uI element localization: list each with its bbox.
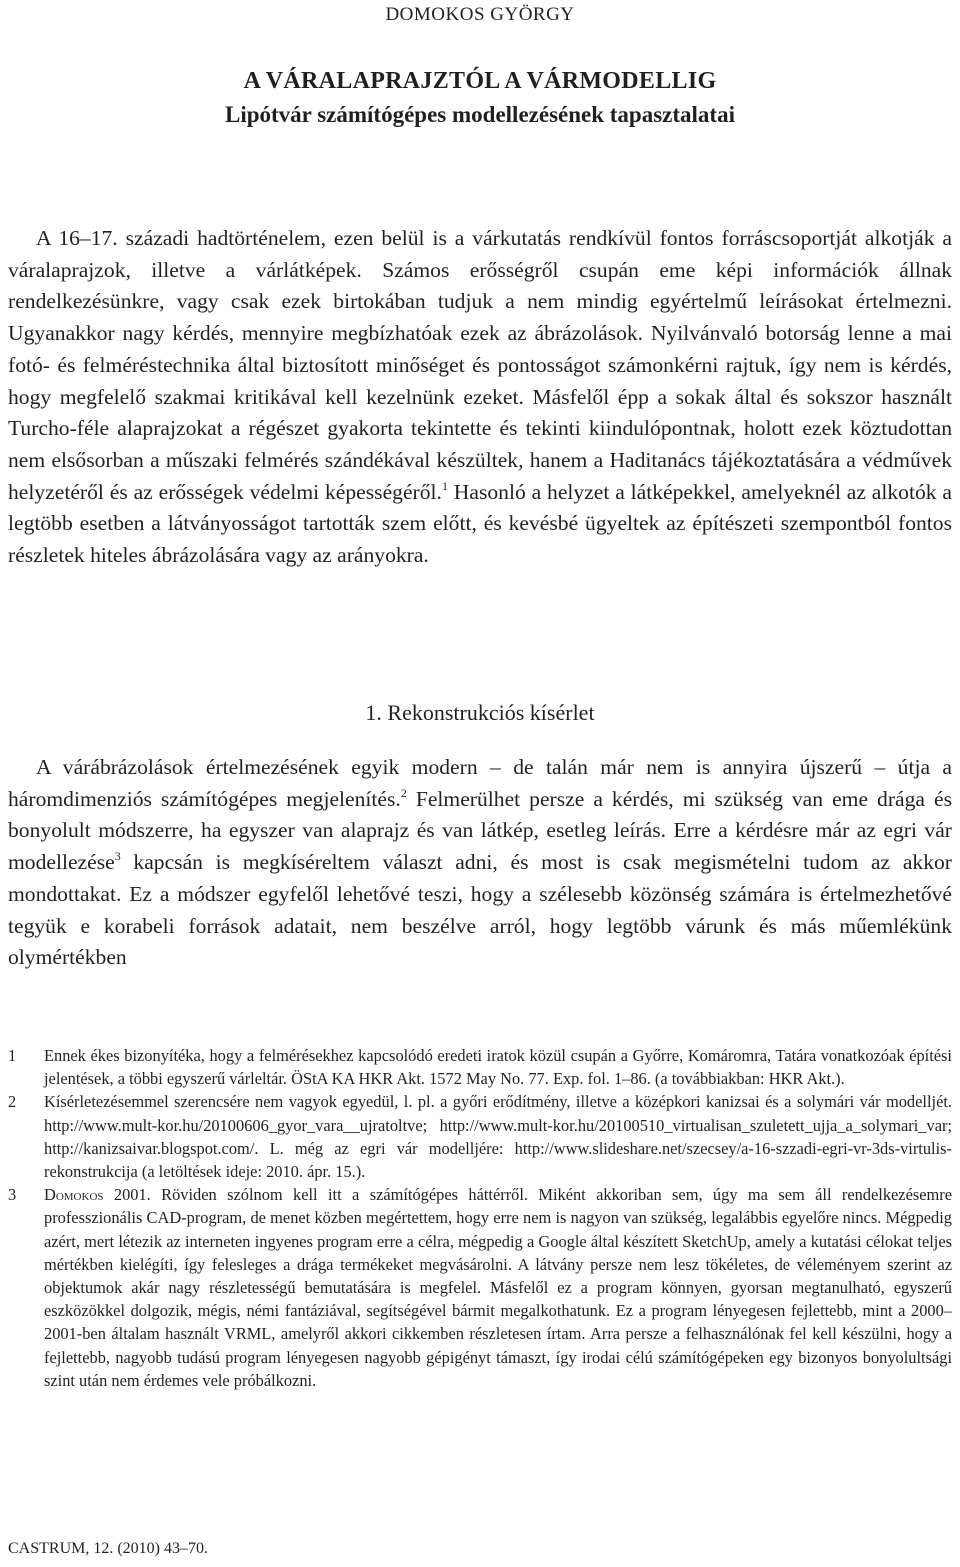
footnote-text: 2001. Röviden szólnom kell itt a számítógépes háttérről. Miként akkoriban sem, úgy ma sem áll rendelkezésemre professzionális CAD-program, de menet közben megértettem, hogy erre nem is nagyon van szükség, legalábbis egyelőre nincs. Mégpedig azért, mert létezik az interneten ingyenes program erre a célra, mégpedig a Google által készített SketchUp, amely a kutatási célokat teljes mértékben kielégíti, így felesleges a drága termékeket megvásárolni. A látvány persze nem lesz tökéletes, de véleményem szerint az objektumok akár nagy részletességű bemutatására is megfelel. Másfelől ez a program könnyen, gyorsan megtanulható, egyszerű eszközökkel dolgozik, mégis, némi fantáziával, segítségével bármit megalkothatunk. Ez a program lényegesen fejlettebb, mint a 2000–2001-ben általam használt VRML, amelyről akkori cikkemben részletesen írtam. Arra persze a felhasználónak fel kell készülni, hogy a fejlettebb, nagyobb tudású program lényegesen nagyobb gépigényt támaszt, így irodai célú számítógépeken egy bizonyos bonyolultsági szint után nem érdemes vele próbálkozni.: [44, 1185, 952, 1390]
section-text-part2: Felmerülhet persze a kérdés, mi szükség van eme drága és bonyolult módszerre, ha egyszer van alaprajz és van látkép, esetleg leírás. Erre a kérdésre már az egri vár modellezése: [8, 786, 953, 875]
footnote-3: [8, 1183, 952, 1392]
article-subtitle: Lipótvár számítógépes modellezésének tapasztalatai: [225, 102, 735, 127]
intro-text-part1: A 16–17. századi hadtörténelem, ezen belül is a várkutatás rendkívül fontos forráscsoportját alkotják a váralaprajzok, illetve a várlátképek. Számos erősségről csupán eme képi információk állnak rendelkezésünkre, vagy csak ezek birtokában tudjuk a nem mindig egyértelmű leírásokat értelmezni. Ugyanakkor nagy kérdés, mennyire megbízhatóak ezek az ábrázolások. Nyilvánvaló botorság lenne a mai fotó- és felméréstechnika által biztosított minőséget és pontosságot számonkérni rajtuk, így nem is kérdés, hogy megfelelő szakmai kritikával kell kezelnünk ezeket. Másfelől épp a sokak által és sokszor használt Turcho-féle alaprajzokat a régészet gyakorta tekintette és tekinti kiindulópontnak, holott ezek köztudottan nem elsősorban a műszaki felmérés szándékával készültek, hanem a Haditanács tájékoztatására a védművek helyzetéről és az erősségek védelmi képességéről.: [8, 226, 952, 504]
author-name: DOMOKOS GYÖRGY: [385, 4, 575, 25]
section-text-part3: kapcsán is megkíséreltem választ adni, és most is csak megismételni tudom az akkor mondottakat. Ez a módszer egyfelől lehetővé teszi, hogy a szélesebb közönség számára is értelmezhetővé tegyük e korabeli források adatait, nem beszélve arról, hogy legtöbb várunk és más műemlékünk olymértékben: [8, 850, 952, 970]
article-title: A VÁRALAPRAJZTÓL A VÁRMODELLIG: [243, 68, 717, 94]
footnote-ref-3[interactable]: 3: [114, 849, 121, 864]
intro-paragraph: [8, 223, 952, 572]
section-text-part1: A várábrázolások értelmezésének egyik modern – de talán már nem is annyira újszerű – útja a háromdimenziós számítógépes megjelenítés.: [8, 755, 952, 811]
footnote-author: Domokos: [44, 1185, 104, 1205]
footnotes: [8, 1044, 952, 1392]
footnote-ref-2[interactable]: 2: [400, 785, 407, 800]
footnote-text: Ennek ékes bizonyítéka, hogy a felmérésekhez kapcsolódó eredeti iratok közül csupán a Győrre, Komáromra, Tatára vonatkozóak építési jelentések, a többi egyszerű várleltár. ÖStA KA HKR Akt. 1572 May No. 77. Exp. fol. 1–86. (a továbbiakban: HKR Akt.).: [44, 1046, 952, 1089]
footnote-number: 1: [8, 1046, 17, 1065]
section-heading: 1. Rekonstrukciós kísérlet: [365, 700, 595, 725]
footnote-number: 3: [8, 1185, 17, 1205]
intro-text-part2: Hasonló a helyzet a látképekkel, amelyeknél az alkotók a legtöbb esetben a látványosságot tartották szem előtt, és kevésbé ügyeltek az építészeti szempontból fontos részletek hiteles ábrázolására vagy az arányokra.: [8, 479, 953, 568]
section-paragraph: [8, 752, 952, 974]
footnote-number: 2: [8, 1092, 17, 1112]
footnote-1: [8, 1044, 952, 1090]
journal-footer: CASTRUM, 12. (2010) 43–70.: [8, 1540, 209, 1557]
footnote-text: Kísérletezésemmel szerencsére nem vagyok egyedül, l. pl. a győri erődítmény, illetve a középkori kanizsai és a solymári vár modelljét. http://www.mult-kor.hu/20100606_gyor_vara__ujratoltve; http://www.mult-kor.hu/20100510_virtualisan_szuletett_ujja_a_solymari_var; http://kanizsaivar.blogspot.com/. L. még az egri vár modelljére: http://www.slideshare.net/szecsey/a-16-szzadi-egri-vr-3ds-virtulis-rekonstrukcija (a letöltések ideje: 2010. ápr. 15.).: [44, 1092, 952, 1182]
article-title-block: [0, 64, 960, 132]
footnote-2: [8, 1090, 952, 1183]
footnote-ref-1[interactable]: 1: [441, 478, 448, 493]
